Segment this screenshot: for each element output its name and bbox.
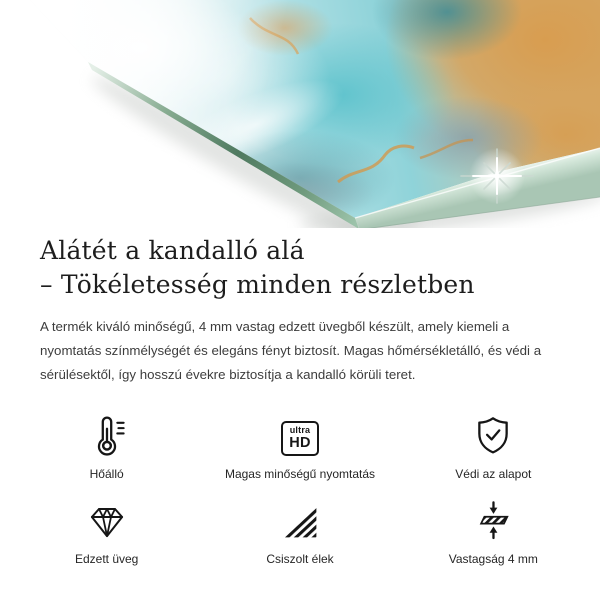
shield-check-icon — [472, 410, 514, 456]
ultra-hd-text-top: ultra — [289, 424, 311, 435]
feature-polished-edges — [203, 495, 396, 566]
feature-label: Védi az alapot — [455, 466, 532, 481]
feature-label: Vastagság 4 mm — [448, 551, 538, 566]
page-title-line1: Alátét a kandalló alá — [40, 236, 305, 265]
feature-protects-base — [397, 410, 590, 481]
product-info-section — [0, 234, 600, 388]
feature-label: Hőálló — [89, 466, 124, 481]
diamond-icon — [87, 495, 127, 541]
feature-thickness-4mm — [397, 495, 590, 566]
feature-label: Magas minőségű nyomtatás — [224, 466, 376, 481]
feature-label: Edzett üveg — [74, 551, 139, 566]
product-image — [0, 0, 600, 228]
ultra-hd-text-bottom: HD — [289, 434, 311, 451]
thickness-icon — [472, 495, 514, 541]
feature-grid — [0, 410, 600, 566]
feature-label: Csiszolt élek — [266, 551, 334, 566]
feature-heat-resistant — [10, 410, 203, 481]
ultra-hd-badge — [281, 421, 319, 456]
polished-edges-icon — [280, 495, 320, 541]
product-description: A termék kiváló minőségű, 4 mm vastag edzett üvegből készült, amely kiemeli a nyomtatás színmélységét és elegáns fényt biztosít. Magas hőmérsékletálló, és védi a sérülésektől, így hosszú évekre biztosítja a kandalló körüli teret. — [40, 319, 542, 383]
page-title — [40, 234, 560, 302]
thermometer-icon — [86, 410, 128, 456]
feature-ultra-hd-print — [203, 410, 396, 481]
glass-panel-illustration — [0, 0, 600, 228]
page-title-line2: – Tökéletesség minden részletben — [40, 270, 475, 299]
ultra-hd-icon — [281, 410, 319, 456]
feature-tempered-glass — [10, 495, 203, 566]
